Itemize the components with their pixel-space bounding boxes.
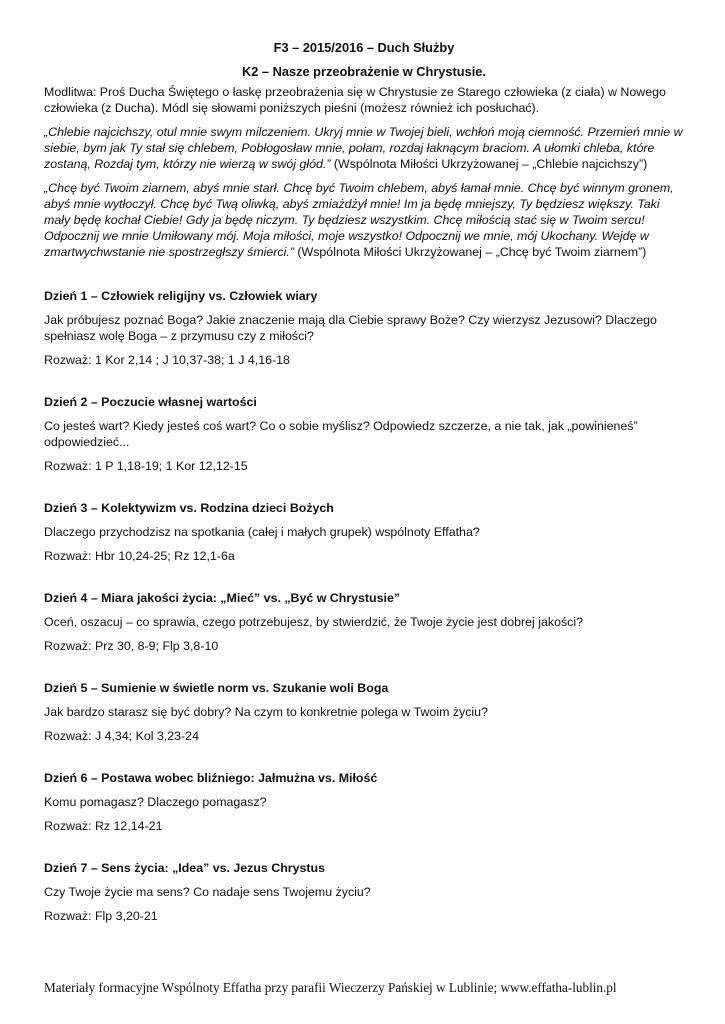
day-question: Oceń, oszacuj – co sprawia, czego potrzebujesz, by stwierdzić, że Twoje życie jest dobrej jakości? [44,615,584,629]
day-reading: Rozważ: Rz 12,14-21 [44,819,163,833]
song-1-lyrics: „Chlebie najcichszy, otul mnie swym milczeniem. Ukryj mnie w Twojej bieli, wchłoń moją ciemność. Przemień mnie w siebie, bym jak Ty stał się chlebem, Pobłogosław mnie, połam, rozdaj łaknącym braciom. A ułomki chleba, które zostaną, Rozdaj tym, którzy nie wierzą w swój głód.” [44,125,683,171]
day-4-section [44,590,684,654]
day-question: Dlaczego przychodzisz na spotkania (całej i małych grupek) wspólnoty Effatha? [44,525,480,539]
day-title: Dzień 3 – Kolektywizm vs. Rodzina dzieci Bożych [44,501,334,515]
song-2-source: (Wspólnota Miłości Ukrzyżowanej – „Chcę być Twoim ziarnem”) [293,245,647,259]
day-reading: Rozważ: 1 P 1,18-19; 1 Kor 12,12-15 [44,459,248,473]
song-2-paragraph [44,180,684,260]
day-3-section [44,500,684,564]
day-reading: Rozważ: Flp 3,20-21 [44,909,158,923]
day-title: Dzień 1 – Człowiek religijny vs. Człowiek wiary [44,289,318,303]
document-page [44,40,684,924]
day-1-section [44,288,684,368]
day-question: Co jesteś wart? Kiedy jesteś coś wart? Co o sobie myślisz? Odpowiedz szczerze, a nie tak, jak „powinieneś” odpowiedzieć... [44,419,638,449]
day-reading: Rozważ: Hbr 10,24-25; Rz 12,1-6a [44,549,235,563]
day-question: Komu pomagasz? Dlaczego pomagasz? [44,795,267,809]
day-2-section [44,394,684,474]
day-reading: Rozważ: 1 Kor 2,14 ; J 10,37-38; 1 J 4,16-18 [44,353,290,367]
day-reading: Rozważ: Prz 30, 8-9; Flp 3,8-10 [44,639,219,653]
page-footer: Materiały formacyjne Wspólnoty Effatha przy parafii Wieczerzy Pańskiej w Lublinie; www.effatha-lublin.pl [44,980,617,995]
song-1-paragraph [44,124,684,172]
day-question: Jak bardzo starasz się być dobry? Na czym to konkretnie polega w Twoim życiu? [44,705,488,719]
day-6-section [44,770,684,834]
day-title: Dzień 5 – Sumienie w świetle norm vs. Szukanie woli Boga [44,681,389,695]
day-title: Dzień 4 – Miara jakości życia: „Mieć” vs. „Być w Chrystusie” [44,591,401,605]
document-subtitle: K2 – Nasze przeobrażenie w Chrystusie. [242,64,486,79]
document-title: F3 – 2015/2016 – Duch Służby [273,40,455,55]
day-5-section [44,680,684,744]
day-question: Czy Twoje życie ma sens? Co nadaje sens Twojemu życiu? [44,885,371,899]
song-1-source: (Wspólnota Miłości Ukrzyżowanej – „Chlebie najcichszy”) [330,157,648,171]
day-question: Jak próbujesz poznać Boga? Jakie znaczenie mają dla Ciebie sprawy Boże? Czy wierzysz Jezusowi? Dlaczego spełniasz wolę Boga – z przymusu czy z miłości? [44,313,657,343]
prayer-paragraph: Modlitwa: Proś Ducha Świętego o łaskę przeobrażenia się w Chrystusie ze Starego człowieka (z ciała) w Nowego człowieka (z Ducha). Módl się słowami poniższych pieśni (możesz również ich posłuchać). [44,85,666,115]
day-title: Dzień 6 – Postawa wobec bliźniego: Jałmużna vs. Miłość [44,771,378,785]
day-title: Dzień 7 – Sens życia: „Idea” vs. Jezus Chrystus [44,861,325,875]
song-2-lyrics: „Chcę być Twoim ziarnem, abyś mnie starł. Chcę być Twoim chlebem, abyś łamał mnie. Chcę być winnym gronem, abyś mnie wytłoczył. Chcę być Twą oliwką, abyś zmiażdżył mnie! Im ja będę mniejszy, Ty będziesz większy. Taki mały będę kochał Ciebie! Gdy ja będę niczym. Ty będziesz wszystkim. Chcę miłością stać się w Twoim sercu! Odpocznij we mnie Umiłowany mój. Moja miłości, moje wszystko! Odpocznij we mnie, mój Ukochany. Wejdę w zmartwychwstanie nie spostrzegłszy śmierci.” [44,181,674,259]
day-title: Dzień 2 – Poczucie własnej wartości [44,395,257,409]
day-7-section [44,860,684,924]
day-reading: Rozważ: J 4,34; Kol 3,23-24 [44,729,199,743]
